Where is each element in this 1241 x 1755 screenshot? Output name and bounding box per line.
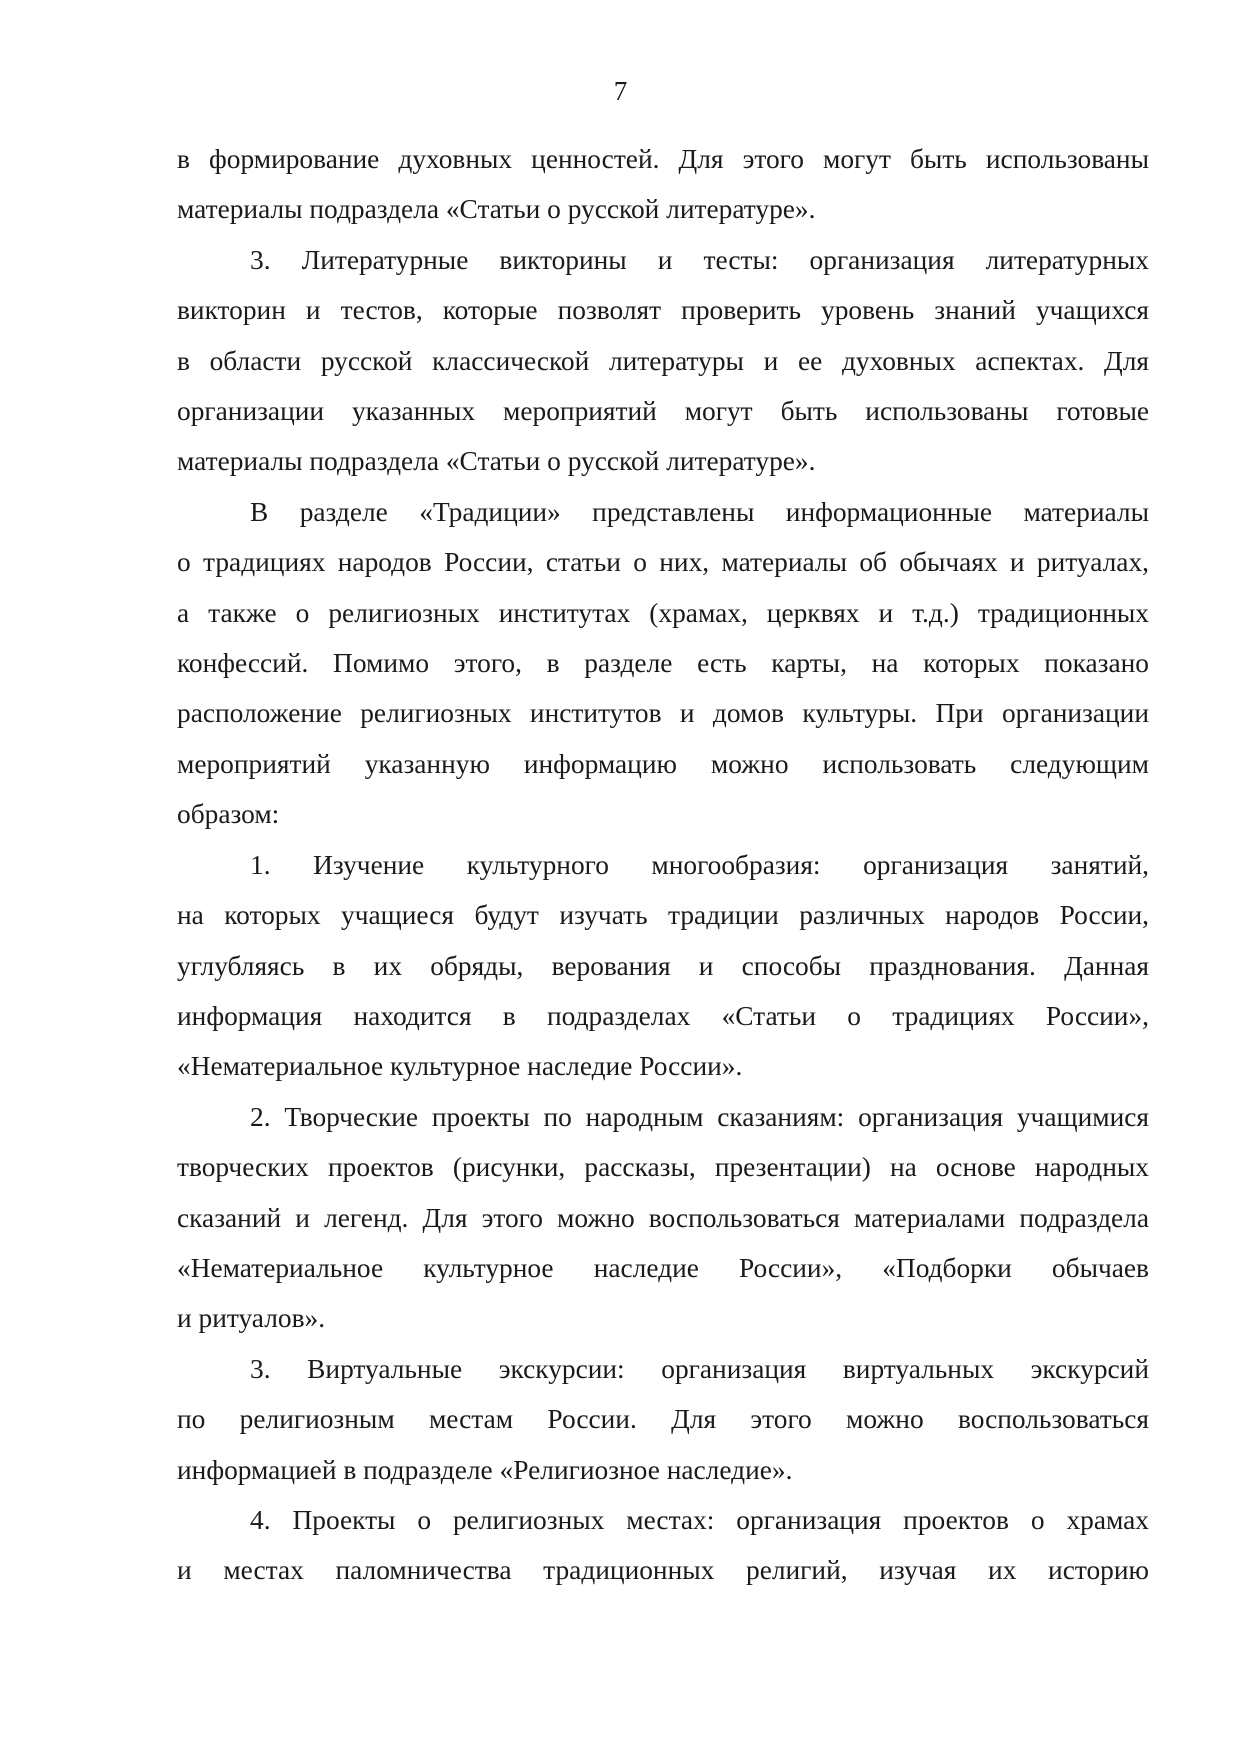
text-line: 3. Литературные викторины и тесты: организация литературных: [250, 244, 1149, 275]
text-line: «Нематериальное культурное наследие России», «Подборки обычаев: [177, 1252, 1149, 1283]
text-line: сказаний и легенд. Для этого можно воспользоваться материалами подраздела: [177, 1202, 1149, 1233]
text-line: 4. Проекты о религиозных местах: организация проектов о храмах: [250, 1504, 1149, 1535]
text-line: расположение религиозных институтов и домов культуры. При организации: [177, 698, 1149, 729]
text-line: образом:: [177, 799, 280, 830]
paragraph-traditions-section: [177, 487, 1149, 840]
page-body: [177, 134, 1149, 1596]
text-line: материалы подраздела «Статьи о русской литературе».: [177, 194, 816, 225]
page-number: 7: [613, 76, 628, 106]
paragraph-continuation: [177, 134, 1149, 235]
text-line: организации указанных мероприятий могут быть использованы готовые: [177, 396, 1149, 427]
text-line: викторин и тестов, которые позволят проверить уровень знаний учащихся: [177, 295, 1149, 326]
text-line: 1. Изучение культурного многообразия: организация занятий,: [250, 849, 1149, 880]
text-line: и ритуалов».: [177, 1303, 326, 1334]
text-line: информацией в подразделе «Религиозное наследие».: [177, 1454, 793, 1485]
paragraph-literary-quizzes: [177, 235, 1149, 487]
paragraph-creative-projects: [177, 1092, 1149, 1344]
paragraph-religious-places: [177, 1495, 1149, 1596]
text-line: информация находится в подразделах «Статьи о традициях России»,: [177, 1000, 1149, 1031]
paragraph-virtual-tours: [177, 1344, 1149, 1495]
paragraph-cultural-diversity: [177, 840, 1149, 1092]
text-line: в области русской классической литературы и ее духовных аспектах. Для: [177, 345, 1149, 376]
text-line: углубляясь в их обряды, верования и способы празднования. Данная: [177, 950, 1149, 981]
text-line: материалы подраздела «Статьи о русской литературе».: [177, 446, 816, 477]
text-line: «Нематериальное культурное наследие России».: [177, 1051, 743, 1082]
text-line: конфессий. Помимо этого, в разделе есть карты, на которых показано: [177, 648, 1149, 679]
text-line: творческих проектов (рисунки, рассказы, презентации) на основе народных: [177, 1152, 1149, 1183]
text-line: и местах паломничества традиционных религий, изучая их историю: [177, 1555, 1149, 1586]
text-line: мероприятий указанную информацию можно использовать следующим: [177, 748, 1149, 779]
text-line: 2. Творческие проекты по народным сказаниям: организация учащимися: [250, 1101, 1149, 1132]
text-line: в формирование духовных ценностей. Для этого могут быть использованы: [177, 144, 1149, 174]
text-line: на которых учащиеся будут изучать традиции различных народов России,: [177, 900, 1149, 931]
text-line: о традициях народов России, статьи о них, материалы об обычаях и ритуалах,: [177, 547, 1149, 578]
text-line: а также о религиозных институтах (храмах, церквях и т.д.) традиционных: [177, 597, 1149, 628]
text-line: В разделе «Традиции» представлены информационные материалы: [250, 496, 1149, 527]
text-line: по религиозным местам России. Для этого можно воспользоваться: [177, 1404, 1149, 1435]
text-line: 3. Виртуальные экскурсии: организация виртуальных экскурсий: [250, 1353, 1149, 1384]
